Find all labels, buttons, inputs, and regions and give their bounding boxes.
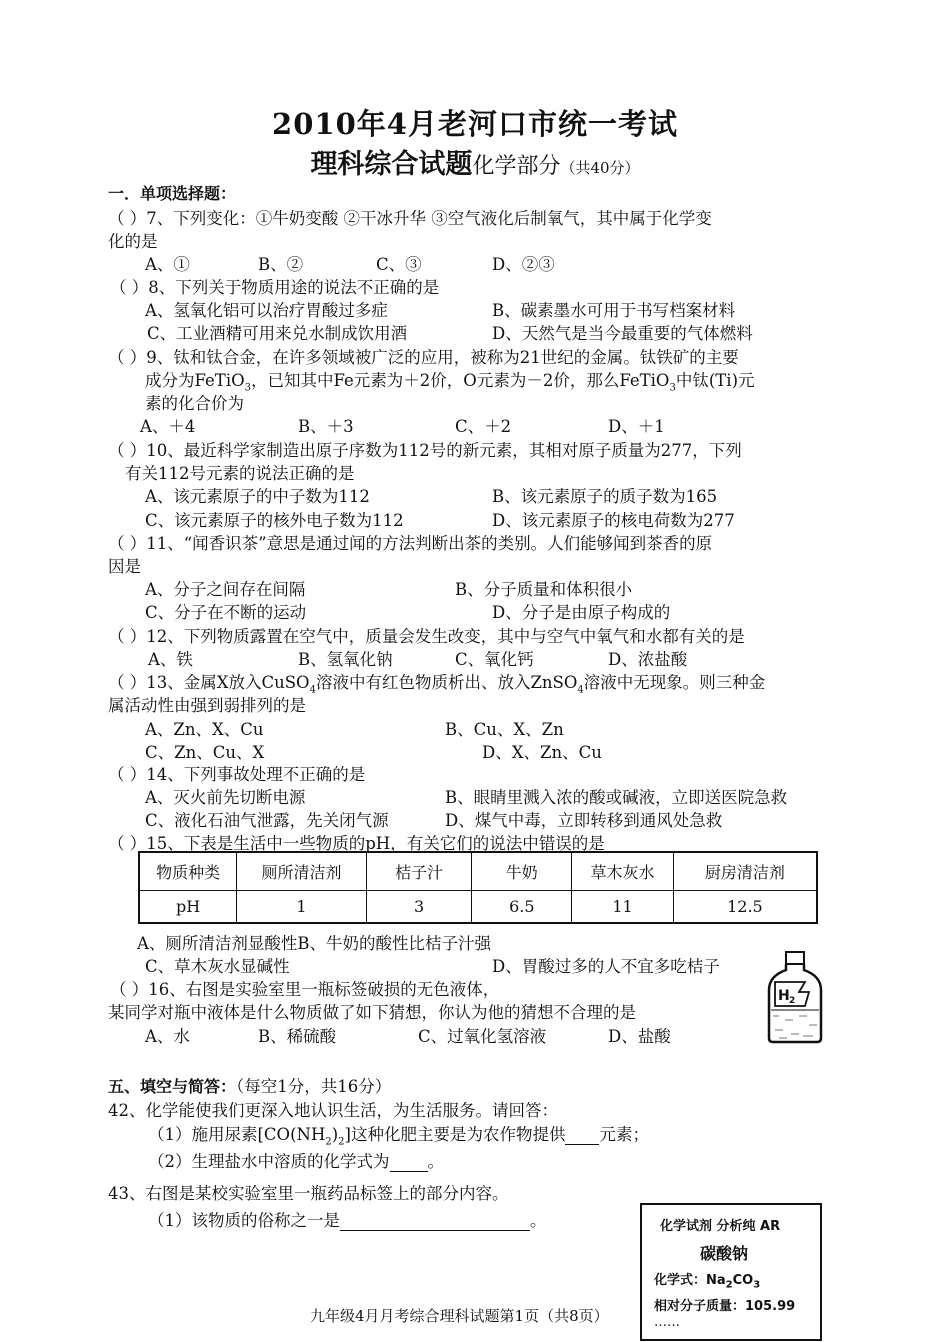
q11-option-d: D、分子是由原子构成的 — [492, 603, 671, 622]
reagent-label-mass: 相对分子质量：105.99 — [654, 1299, 796, 1314]
svg-text:2: 2 — [789, 996, 796, 1006]
q42-part1: （1）施用尿素$[CO(NH_2)_2]$这种化肥主要是为农作物提供 元素； — [148, 1125, 649, 1148]
subtitle-part: 化学部分 — [472, 154, 561, 179]
q9-option-d: D、＋1 — [608, 417, 665, 436]
q42-stem: 42、化学能使我们更深入地认识生活，为生活服务。请回答： — [108, 1101, 558, 1120]
q16-line2: 某同学对瓶中液体是什么物质做了如下猜想，你认为他的猜想不合理的是 — [108, 1003, 636, 1022]
q8-option-a: A、氢氧化铝可以治疗胃酸过多症 — [145, 301, 388, 320]
q14-option-c: C、液化石油气泄露，先关闭气源 — [145, 811, 389, 830]
ph-table-header-cell: 桔子汁 — [366, 852, 472, 891]
q14-option-b: B、眼睛里溅入浓的酸或碱液，立即送医院急救 — [445, 788, 788, 807]
ph-table — [138, 851, 818, 924]
q9-option-a: A、＋4 — [140, 417, 196, 436]
q7-line2: 化的是 — [108, 232, 158, 251]
q43-part1: （1）该物质的俗称之一是 。 — [148, 1211, 547, 1230]
q42-part2: （2）生理盐水中溶质的化学式为 。 — [148, 1152, 444, 1171]
q7-option-c: C、③ — [376, 255, 422, 274]
q12-option-d: D、浓盐酸 — [608, 650, 688, 669]
q16-option-c: C、过氧化氢溶液 — [418, 1027, 547, 1046]
q43-stem: 43、右图是某校实验室里一瓶药品标签上的部分内容。 — [108, 1184, 509, 1203]
ph-table-cell: 3 — [366, 891, 472, 923]
q15-option-d: D、胃酸过多的人不宜多吃桔子 — [492, 957, 720, 976]
q14-option-d: D、煤气中毒，立即转移到通风处急救 — [445, 811, 723, 830]
ph-table-cell: 11 — [572, 891, 674, 923]
section-5-heading: 五、填空与简答：（每空1分，共16分） — [108, 1077, 392, 1096]
q16-option-d: D、盐酸 — [608, 1027, 671, 1046]
q8-option-d: D、天然气是当今最重要的气体燃料 — [492, 324, 753, 343]
q8-option-c: C、工业酒精可用来兑水制成饮用酒 — [147, 324, 408, 343]
q13-option-d: D、X、Zn、Cu — [482, 743, 602, 762]
q14-stem: （ ）14、下列事故处理不正确的是 — [108, 765, 366, 784]
ph-table-header-cell: 物质种类 — [139, 852, 237, 891]
reagent-label-name: 碳酸钠 — [700, 1244, 749, 1263]
q7-option-d: D、②③ — [492, 255, 555, 274]
reagent-label-formula: 化学式：$Na_2CO_3$ — [654, 1273, 761, 1291]
reagent-bottle-figure — [765, 950, 825, 1045]
q11-option-a: A、分子之间存在间隔 — [145, 580, 306, 599]
q9-line3: 素的化合价为 — [145, 394, 244, 413]
q7-option-b: B、② — [258, 255, 304, 274]
q10-line1: （ ）10、最近科学家制造出原子序数为112号的新元素，其相对原子质量为277，下列 — [108, 441, 742, 460]
q12-stem: （ ）12、下列物质露置在空气中，质量会发生改变，其中与空气中氧气和水都有关的是 — [108, 627, 745, 646]
exam-subtitle — [0, 142, 950, 181]
ph-table-value-row — [139, 891, 817, 923]
q12-option-b: B、氢氧化钠 — [298, 650, 393, 669]
q16-line1: （ ）16、右图是实验室里一瓶标签破损的无色液体， — [110, 980, 500, 999]
q13-option-b: B、Cu、X、Zn — [445, 720, 564, 739]
q14-option-a: A、灭火前先切断电源 — [145, 788, 306, 807]
q7-option-a: A、① — [145, 255, 190, 274]
ph-table-header-cell: 草木灰水 — [572, 852, 674, 891]
q9-option-b: B、＋3 — [298, 417, 354, 436]
q43-part1-blank[interactable] — [340, 1211, 530, 1231]
q10-option-b: B、该元素原子的质子数为165 — [492, 487, 718, 506]
subtitle-main: 理科综合试题 — [310, 149, 473, 180]
q13-line2: 属活动性由强到弱排列的是 — [108, 696, 306, 715]
ph-table-header-cell: 牛奶 — [472, 852, 572, 891]
ph-table-cell: 1 — [237, 891, 367, 923]
q7-line1: （ ）7、下列变化：①牛奶变酸 ②干冰升华 ③空气液化后制氧气，其中属于化学变 — [108, 209, 712, 228]
q16-option-b: B、稀硫酸 — [258, 1027, 337, 1046]
q15-option-b: B、牛奶的酸性比桔子汁强 — [297, 934, 492, 953]
q11-line1: （ ）11、“闻香识茶”意思是通过闻的方法判断出茶的类别。人们能够闻到茶香的原 — [108, 534, 713, 553]
q9-line1: （ ）9、钛和钛合金，在许多领域被广泛的应用，被称为21世纪的金属。钛铁矿的主要 — [108, 348, 739, 367]
q10-line2: 有关112号元素的说法正确的是 — [125, 464, 355, 483]
q13-option-a: A、Zn、X、Cu — [145, 720, 264, 739]
q13-line1: （ ）13、金属X放入CuSO$_4$溶液中有红色物质析出、放入ZnSO$_4$溶液中无现象。则三种金 — [108, 673, 766, 696]
ph-table-header-row — [139, 852, 817, 891]
q12-option-a: A、铁 — [148, 650, 193, 669]
reagent-label-figure — [640, 1203, 822, 1341]
q10-option-a: A、该元素原子的中子数为112 — [145, 487, 370, 506]
reagent-label-grade: 化学试剂 分析纯 AR — [660, 1219, 781, 1234]
reagent-label-dots: …… — [654, 1315, 680, 1330]
q42-part1-blank[interactable] — [565, 1125, 599, 1145]
q15-option-a: A、厕所清洁剂显酸性 — [137, 934, 298, 953]
section-1-heading: 一．单项选择题： — [108, 184, 237, 203]
q8-stem: （ ）8、下列关于物质用途的说法不正确的是 — [110, 278, 440, 297]
q16-option-a: A、水 — [145, 1027, 190, 1046]
q11-line2: 因是 — [108, 557, 141, 576]
q15-option-c: C、草木灰水显碱性 — [145, 957, 290, 976]
q13-option-c: C、Zn、Cu、X — [145, 743, 265, 762]
q8-option-b: B、碳素墨水可用于书写档案材料 — [492, 301, 736, 320]
subtitle-points: （共40分） — [560, 159, 640, 177]
exam-title: 2010年4月老河口市统一考试 — [272, 107, 678, 141]
ph-table-header-cell: 厕所清洁剂 — [237, 852, 367, 891]
q15-options-ab — [137, 930, 491, 954]
page-footer: 九年级4月月考综合理科试题第1页（共8页） — [310, 1307, 609, 1325]
ph-table-cell: pH — [139, 891, 237, 923]
q9-option-c: C、＋2 — [455, 417, 512, 436]
q11-option-c: C、分子在不断的运动 — [145, 603, 307, 622]
ph-table-header-cell: 厨房清洁剂 — [673, 852, 817, 891]
q11-option-b: B、分子质量和体积很小 — [455, 580, 633, 599]
q42-part2-blank[interactable] — [390, 1152, 428, 1172]
q12-option-c: C、氧化钙 — [455, 650, 534, 669]
ph-table-cell: 12.5 — [673, 891, 817, 923]
q15-stem: （ ）15、下表是生活中一些物质的pH，有关它们的说法中错误的是 — [108, 834, 605, 853]
q10-option-d: D、该元素原子的核电荷数为277 — [492, 511, 735, 530]
q9-line2: 成分为FeTiO$_3$，已知其中Fe元素为＋2价，O元素为－2价，那么FeTiO$_3$中钛(Ti)元 — [145, 371, 755, 394]
q10-option-c: C、该元素原子的核外电子数为112 — [145, 511, 404, 530]
bottle-label-text: H — [778, 988, 790, 1004]
ph-table-cell: 6.5 — [472, 891, 572, 923]
